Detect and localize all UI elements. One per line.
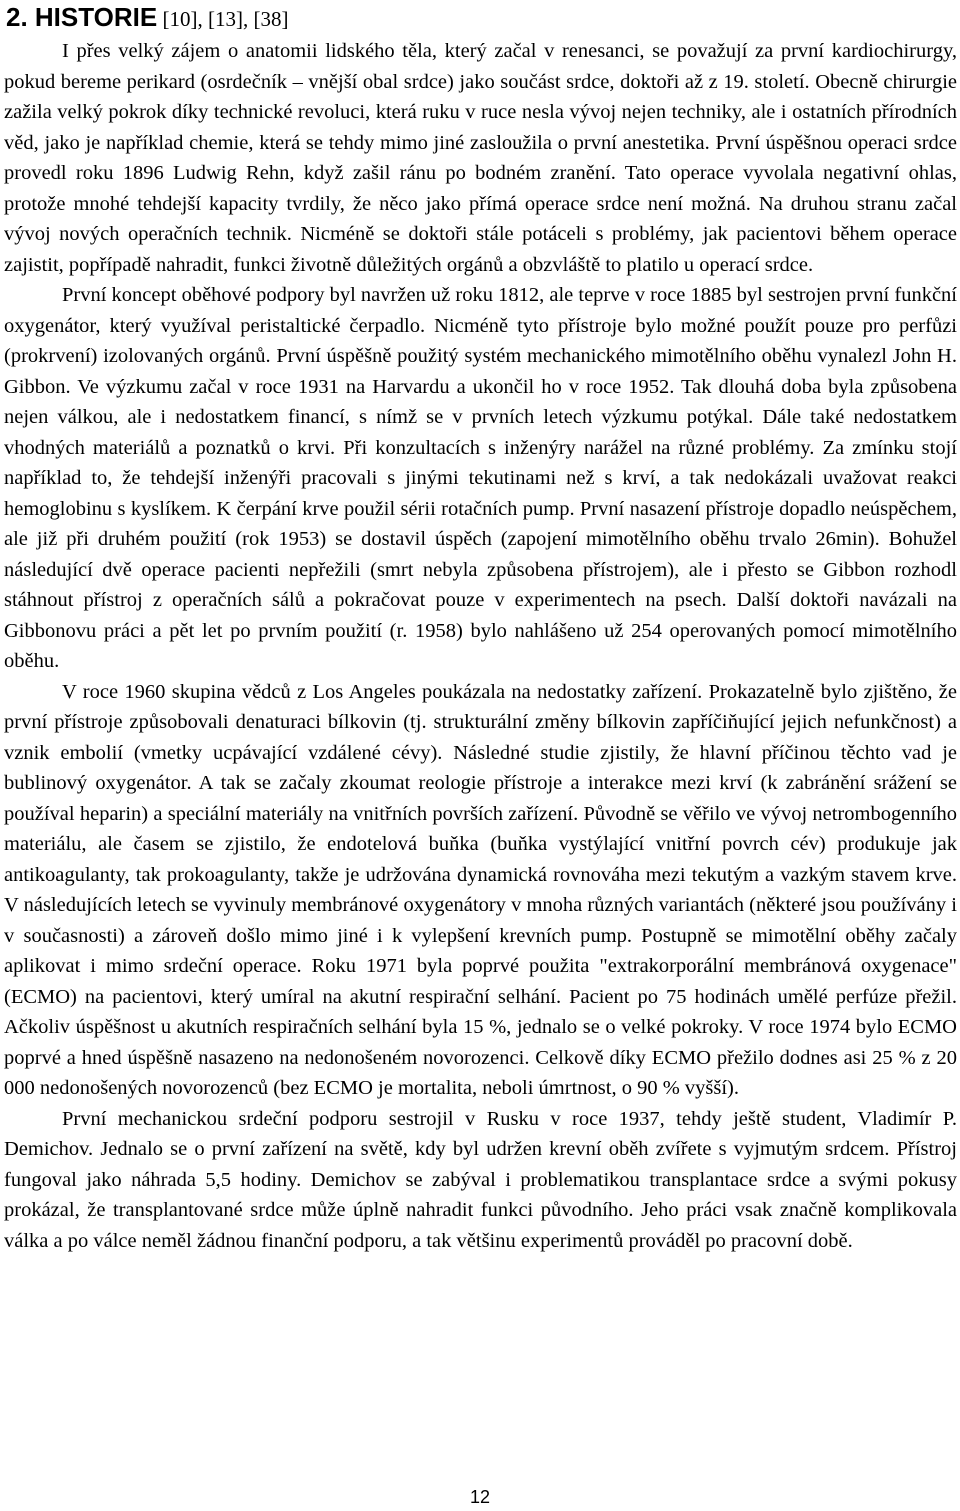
paragraph: V roce 1960 skupina vědců z Los Angeles poukázala na nedostatky zařízení. Prokazatelně bylo zjištěno, že první přístroje způsobovali denaturaci bílkovin (tj. strukturální změny bílkovin zapříčiňující jejich nefunkčnost) a vznik embolií (vmetky ucpávající vzdálené cévy). Následné studie zjistily, že hlavní příčinou těchto vad je bublinový oxygenátor. A tak se začaly zkoumat reologie přístroje a interakce mezi krví (k zabránění srážení se používal heparin) a speciální materiály na vnitřních površích zařízení. Původně se věřilo ve vývoj netrombogenního materiálu, ale časem se zjistilo, že endotelová buňka (buňka vystýlající vnitřní povrch cév) produkuje jak antikoagulanty, tak prokoagulanty, takže je udržována dynamická rovnováha mezi tekutým a vazkým stavem krve. V následujících letech se vyvinuly membránové oxygenátory v mnoha různých variantách (některé jsou používány i v současnosti) a zároveň došlo mimo jiné i k vylepšení krevních pump. Postupně se mimotělní oběhy začaly aplikovat i mimo srdeční operace. Roku 1971 byla poprvé použita "extrakorporální membránová oxygenace" (ECMO) na pacientovi, který umíral na akutní respirační selhání. Pacient po 75 hodinách umělé perfúze přežil. Ačkoliv úspěšnost u akutních respiračních selhání byla 15 %, jednalo se o velké pokroky. V roce 1974 bylo ECMO poprvé a hned úspěšně nasazeno na nedonošeném novorozenci. Celkově díky ECMO přežilo dodnes asi 25 % z 20 000 nedonošených novorozenců (bez ECMO je mortalita, neboli úmrtnost, o 90 % vyšší). bbox=[4, 680, 957, 1099]
paragraph: I přes velký zájem o anatomii lidského těla, který začal v renesanci, se považují za první kardiochirurgy, pokud bereme perikard (osrdečník – vnější obal srdce) jako součást srdce, doktoři až z 19. století. Obecně chirurgie zažila velký pokrok díky technické revoluci, která ruku v ruce nesla vývoj nejen techniky, ale i ostatních přírodních věd, jako je například chemie, která se tehdy mimo jiné zasloužila o první anestetika. První úspěšnou operaci srdce provedl roku 1896 Ludwig Rehn, když zašil ránu po bodném zranění. Tato operace vyvolala negativní ohlas, protože mnohé tehdejší kapacity tvrdily, že něco jako přímá operace srdce není možná. Na druhou stranu začal vývoj nových operačních technik. Nicméně se doktoři stále potáceli s problémy, jak pacientovi během operace zajistit, popřípadě nahradit, funkci životně důležitých orgánů a obzvláště to platilo u operací srdce. bbox=[4, 40, 957, 276]
body-text bbox=[4, 36, 957, 1256]
paragraph: První koncept oběhové podpory byl navržen už roku 1812, ale teprve v roce 1885 byl sestrojen první funkční oxygenátor, který využíval peristaltické čerpadlo. Nicméně tyto přístroje bylo možné použít pouze pro perfůzi (prokrvení) izolovaných orgánů. První úspěšně použitý systém mechanického mimotělního oběhu vynalezl John H. Gibbon. Ve výzkumu začal v roce 1931 na Harvardu a ukončil ho v roce 1952. Tak dlouhá doba byla způsobena nejen válkou, ale i nedostatkem financí, s nímž se v prvních letech výzkumu potýkal. Dále také nedostatkem vhodných materiálů a poznatků o krvi. Při konzultacích s inženýry narážel na různé problémy. Za zmínku stojí například to, že tehdejší inženýři pracovali s jinými tekutinami než s krví, a tak nedokázali uvažovat reakci hemoglobinu s kyslíkem. K čerpání krve použil sérii rotačních pump. První nasazení přístroje dopadlo neúspěchem, ale již při druhém použití (rok 1953) se dostavil úspěch (zapojení mimotělního oběhu trvalo 26min). Bohužel následující dvě operace pacienti nepřežili (smrt nebyla způsobena přístrojem), ale i přesto se Gibbon rozhodl stáhnout přístroj z operačních sálů a pokračovat pouze v experimentech na psech. Další doktoři navázali na Gibbonovu práci a pět let po prvním použití (r. 1958) bylo nahlášeno už 254 operovaných pomocí mimotělního oběhu. bbox=[4, 284, 957, 672]
paragraph: První mechanickou srdeční podporu sestrojil v Rusku v roce 1937, tehdy ještě student, Vladimír P. Demichov. Jednalo se o první zařízení na světě, kdy byl udržen krevní oběh zvířete s vyjmutým srdcem. Přístroj fungoval jako náhrada 5,5 hodiny. Demichov se zabýval i problematikou transplantace srdce a svými pokusy prokázal, že transplantované srdce může úplně nahradit funkci původního. Jeho práci vsak značně komplikovala válka a po válce neměl žádnou finanční podporu, a tak většinu experimentů prováděl po pracovní době. bbox=[4, 1107, 957, 1252]
page-number: 12 bbox=[469, 1487, 491, 1507]
section-heading-references: [10], [13], [38] bbox=[157, 7, 289, 31]
section-heading-title: 2. HISTORIE bbox=[6, 2, 158, 32]
section-heading bbox=[6, 0, 288, 36]
